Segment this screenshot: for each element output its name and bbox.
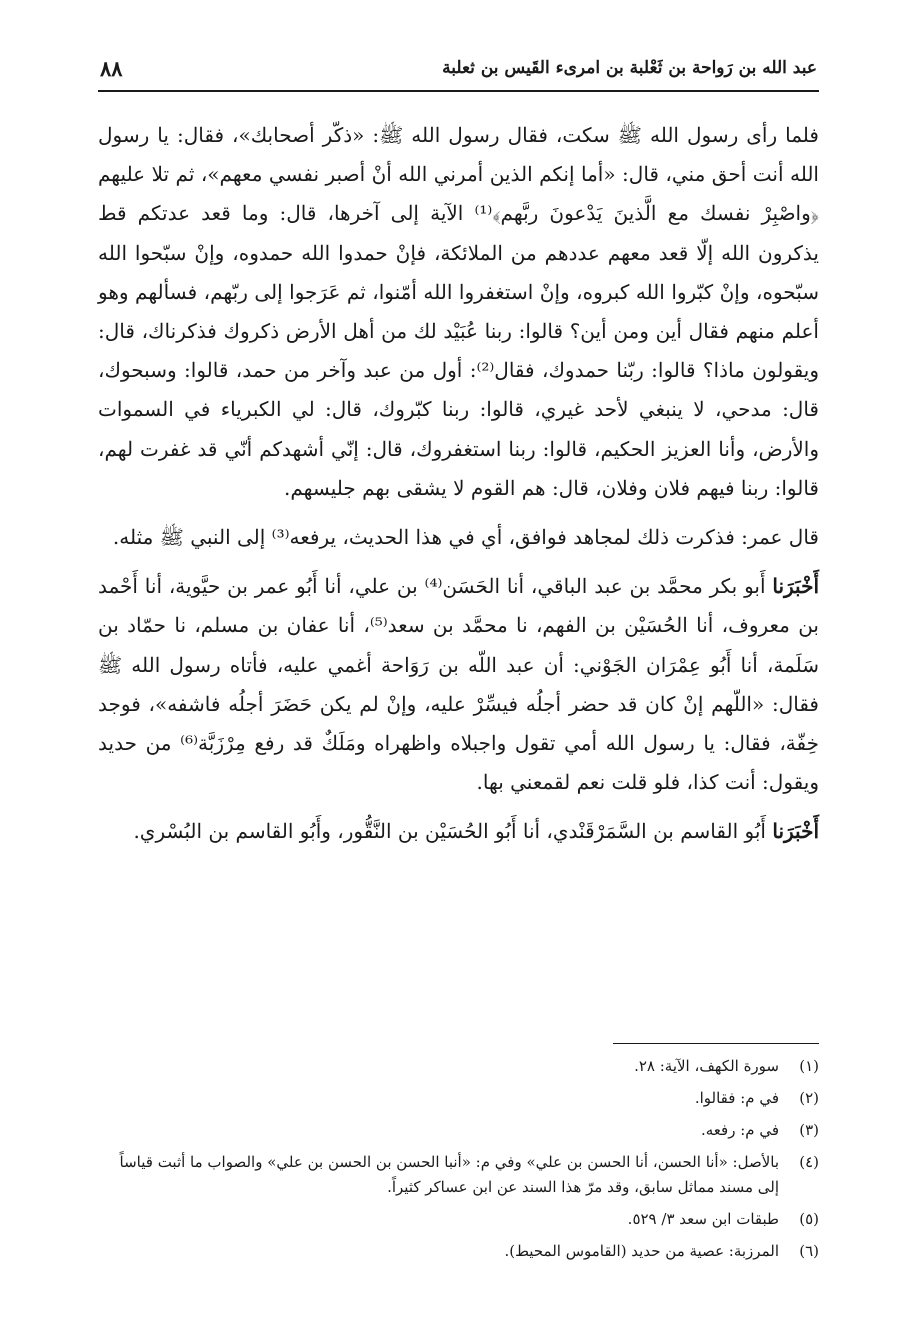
page-number: ٨٨ — [100, 56, 123, 81]
page-header — [98, 52, 819, 92]
paragraph-1 — [98, 116, 819, 508]
footnote-text: المرزبة: عصية من حديد (القاموس المحيط). — [504, 1242, 779, 1260]
footnote-text: طبقات ابن سعد ٣/ ٥٢٩. — [627, 1210, 779, 1228]
footnote-2 — [98, 1086, 819, 1111]
footnotes — [98, 1054, 819, 1271]
footnote-separator — [613, 1043, 819, 1044]
running-title: عبد الله بن رَواحة بن ثَعْلبة بن امرىء القَيس بن ثعلبة — [442, 58, 817, 78]
footnote-number: (٣) — [799, 1121, 819, 1139]
footnote-number: (٢) — [799, 1089, 819, 1107]
footnote-text: سورة الكهف، الآية: ٢٨. — [634, 1057, 779, 1075]
footnote-text: بالأصل: «أنا الحسن، أنا الحسن بن علي» وفي م: «أنبا الحسن بن الحسن بن علي» والصواب ما أثبت قياساً إلى مسند مماثل سابق، وقد مرّ هذا السند عن ابن عساكر كثيراً. — [119, 1153, 779, 1196]
paragraph-lead: أَخْبَرَنا — [772, 574, 820, 599]
paragraph-text: أَبو بكر محمَّد بن عبد الباقي، أنا الحَسَن⁽⁴⁾ بن علي، أنا أَبُو عمر بن حيَّوية، أنا أَحْمد بن معروف، أنا الحُسَيْن بن الفهم، نا محمَّد بن سعد⁽⁵⁾، أنا عفان بن مسلم، نا حمّاد بن سَلَمة، أنا أَبُو عِمْرَان الجَوْني: أن عبد اللّه بن رَوَاحة أغمي عليه، فأتاه رسول الله ﷺ فقال: «اللّهم إنْ كان قد حضر أجلُه فيسِّرْ عليه، وإنْ لم يكن حَضَرَ أجلُه فاشفه»، فوجد خِفّة، فقال: يا رسول الله أمي تقول واجبلاه واظهراه ومَلَكٌ قد رفع مِرْزَبَّة⁽⁶⁾ من حديد ويقول: أنت كذا، فلو قلت نعم لقمعني بها. — [98, 574, 820, 795]
footnote-text: في م: رفعه. — [700, 1121, 779, 1139]
footnote-3 — [98, 1118, 819, 1143]
paragraph-text: قال عمر: فذكرت ذلك لمجاهد فوافق، أي في هذا الحديث، يرفعه⁽³⁾ إلى النبي ﷺ مثله. — [112, 525, 819, 550]
main-text — [98, 116, 819, 862]
paragraph-lead: أَخْبَرَنا — [772, 819, 819, 844]
footnote-5 — [98, 1207, 819, 1232]
paragraph-text: فلما رأى رسول الله ﷺ سكت، فقال رسول الله ﷺ: «ذكّر أصحابك»، فقال: يا رسول الله أنت أحق مني، قال: «أما إنكم الذين أمرني الله أنْ أصبر نفسي معهم»، ثم تلا عليهم ﴿واصْبِرْ نفسك مع الَّذينَ يَدْعونَ ربَّهم﴾⁽¹⁾ الآية إلى آخرها، قال: وما قعد عدتكم قط يذكرون الله إلّا قعد معهم عددهم من الملائكة، فإنْ حمدوا الله حمدوه، وإنْ سبّحوا الله سبّحوه، وإنْ كبّروا الله كبروه، وإنْ استغفروا الله أمّنوا، ثم عَرَجوا إلى ربّهم، فسألهم وهو أعلم منهم فقال أين ومن أين؟ قالوا: ربنا عُبَيْد لك من أهل الأرض ذكروك فذكرناك، قال: ويقولون ماذا؟ قالوا: ربّنا حمدوك، فقال⁽²⁾: أول من عبد وآخر من حمد، قالوا: وسبحوك، قال: مدحي، لا ينبغي لأحد غيري، قالوا: ربنا كبّروك، قال: لي الكبرياء في السموات والأرض، وأنا العزيز الحكيم، قالوا: ربنا استغفروك، قال: إنّي أشهدكم أنّي قد غفرت لهم، قالوا: ربنا فيهم فلان وفلان، قال: هم القوم لا يشقى بهم جليسهم. — [98, 123, 819, 500]
footnote-6 — [98, 1239, 819, 1264]
footnote-1 — [98, 1054, 819, 1079]
footnote-number: (١) — [799, 1057, 819, 1075]
footnote-number: (٥) — [799, 1210, 819, 1228]
paragraph-3 — [98, 567, 819, 802]
footnote-number: (٦) — [799, 1242, 819, 1260]
paragraph-text: أَبُو القاسم بن السَّمَرْقَنْدي، أنا أَبُو الحُسَيْن بن النَّقُّور، وأَبُو القاسم بن البُسْري. — [133, 819, 766, 844]
footnote-number: (٤) — [799, 1153, 819, 1171]
footnote-text: في م: فقالوا. — [694, 1089, 779, 1107]
paragraph-4 — [98, 812, 819, 851]
footnote-4 — [98, 1150, 819, 1200]
paragraph-2 — [98, 518, 819, 557]
